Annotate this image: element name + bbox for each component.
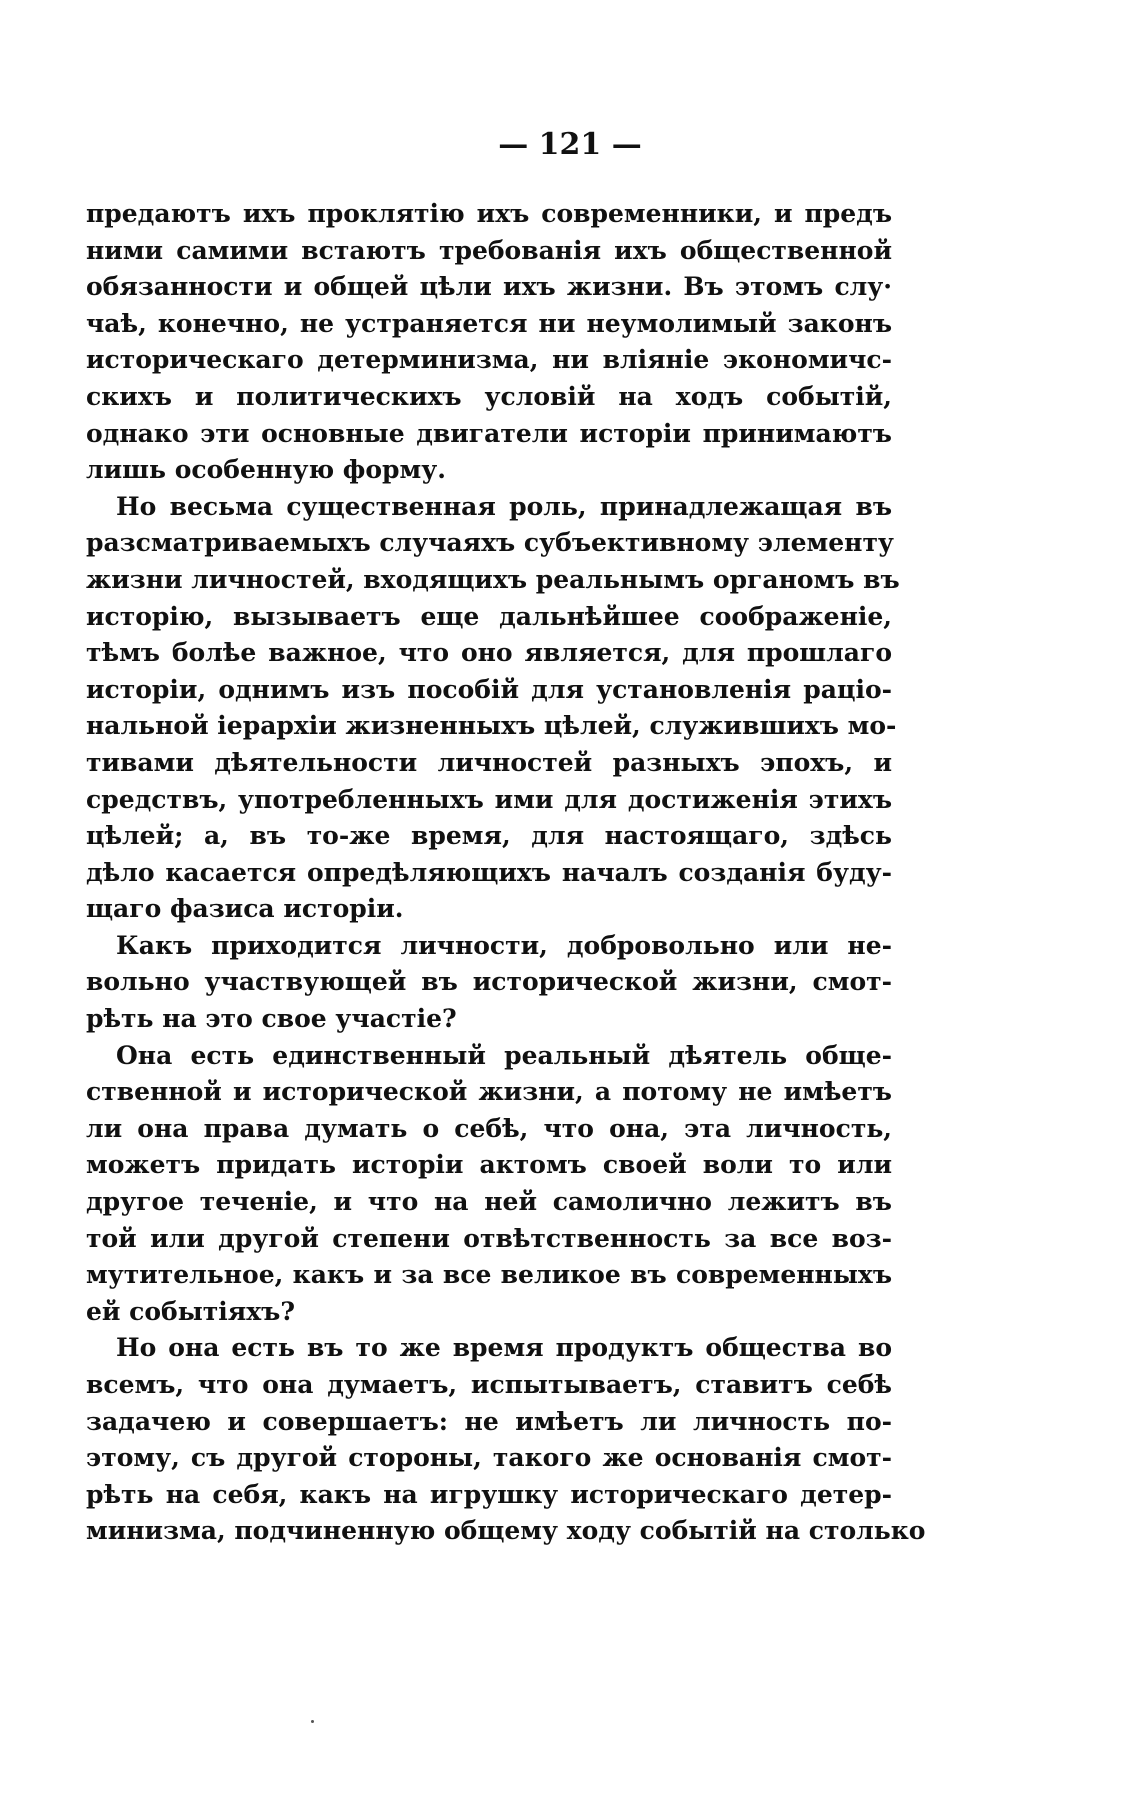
text-line: средствъ, употребленныхъ ими для достиженія этихъ [86, 784, 892, 814]
text-line: тѣмъ болѣе важное, что оно является, для прошлаго [86, 638, 892, 668]
paragraph-1 [86, 196, 892, 489]
text-line: той или другой степени отвѣтственность за все воз- [86, 1223, 892, 1253]
text-line: мутительное, какъ и за все великое въ современныхъ [86, 1260, 892, 1290]
text-line: жизни личностей, входящихъ реальнымъ органомъ въ [86, 564, 900, 594]
paragraph-5 [86, 1330, 926, 1550]
text-line: нальной іерархіи жизненныхъ цѣлей, служившихъ мо- [86, 711, 897, 741]
text-line: разсматриваемыхъ случаяхъ субъективному элементу [86, 528, 894, 558]
text-line: скихъ и политическихъ условій на ходъ событій, [86, 381, 892, 411]
text-line: минизма, подчиненную общему ходу событій на столько [86, 1516, 926, 1546]
print-speck [311, 1720, 314, 1723]
text-line: рѣть на себя, какъ на игрушку историческаго детер- [86, 1479, 892, 1509]
text-line: лишь особенную форму. [86, 455, 446, 485]
paragraph-3 [86, 928, 892, 1038]
text-line: Но она есть въ то же время продуктъ общества во [116, 1333, 892, 1363]
text-line: можетъ придать исторіи актомъ своей воли то или [86, 1150, 892, 1180]
text-line: предаютъ ихъ проклятію ихъ современники, и предъ [86, 199, 892, 228]
text-line: всемъ, что она думаетъ, испытываетъ, ставитъ себѣ [86, 1370, 892, 1399]
text-line: Но весьма существенная роль, принадлежащая въ [116, 491, 892, 521]
body-text [86, 196, 926, 1550]
text-line: этому, съ другой стороны, такого же основанія смот- [86, 1443, 892, 1473]
text-line: вольно участвующей въ исторической жизни, смот- [86, 967, 892, 997]
text-line: исторіи, однимъ изъ пособій для установленія раціо- [86, 674, 892, 704]
text-line: ли она права думать о себѣ, что она, эта личность, [86, 1113, 892, 1143]
text-line: историческаго детерминизма, ни вліяніе экономичс- [86, 345, 892, 375]
text-line: обязанности и общей цѣли ихъ жизни. Въ этомъ слу· [86, 272, 892, 302]
text-line: цѣлей; а, въ то-же время, для настоящаго, здѣсь [86, 821, 892, 851]
text-line: исторію, вызываетъ еще дальнѣйшее соображеніе, [86, 601, 892, 631]
text-line: ственной и исторической жизни, а потому не имѣетъ [86, 1077, 892, 1107]
text-line: ей событіяхъ? [86, 1296, 295, 1326]
text-line: дѣло касается опредѣляющихъ началъ созданія буду- [86, 857, 892, 887]
paragraph-2 [86, 489, 900, 928]
text-line: задачею и совершаетъ: не имѣетъ ли личность по- [86, 1406, 892, 1436]
text-line: однако эти основные двигатели исторіи принимаютъ [86, 418, 892, 448]
paragraph-4 [86, 1038, 892, 1331]
text-line: ними самими встаютъ требованія ихъ общественной [86, 235, 892, 265]
text-line: другое теченіе, и что на ней самолично лежитъ въ [86, 1187, 892, 1217]
text-line: тивами дѣятельности личностей разныхъ эпохъ, и [86, 747, 892, 777]
page-number: — 121 — [498, 127, 642, 162]
text-line: Какъ приходится личности, добровольно или не- [116, 930, 892, 960]
text-line: чаѣ, конечно, не устраняется ни неумолимый законъ [86, 308, 892, 338]
text-line: Она есть единственный реальный дѣятель обще- [116, 1040, 892, 1070]
text-line: рѣть на это свое участіе? [86, 1004, 457, 1034]
text-line: щаго фазиса исторіи. [86, 894, 404, 924]
